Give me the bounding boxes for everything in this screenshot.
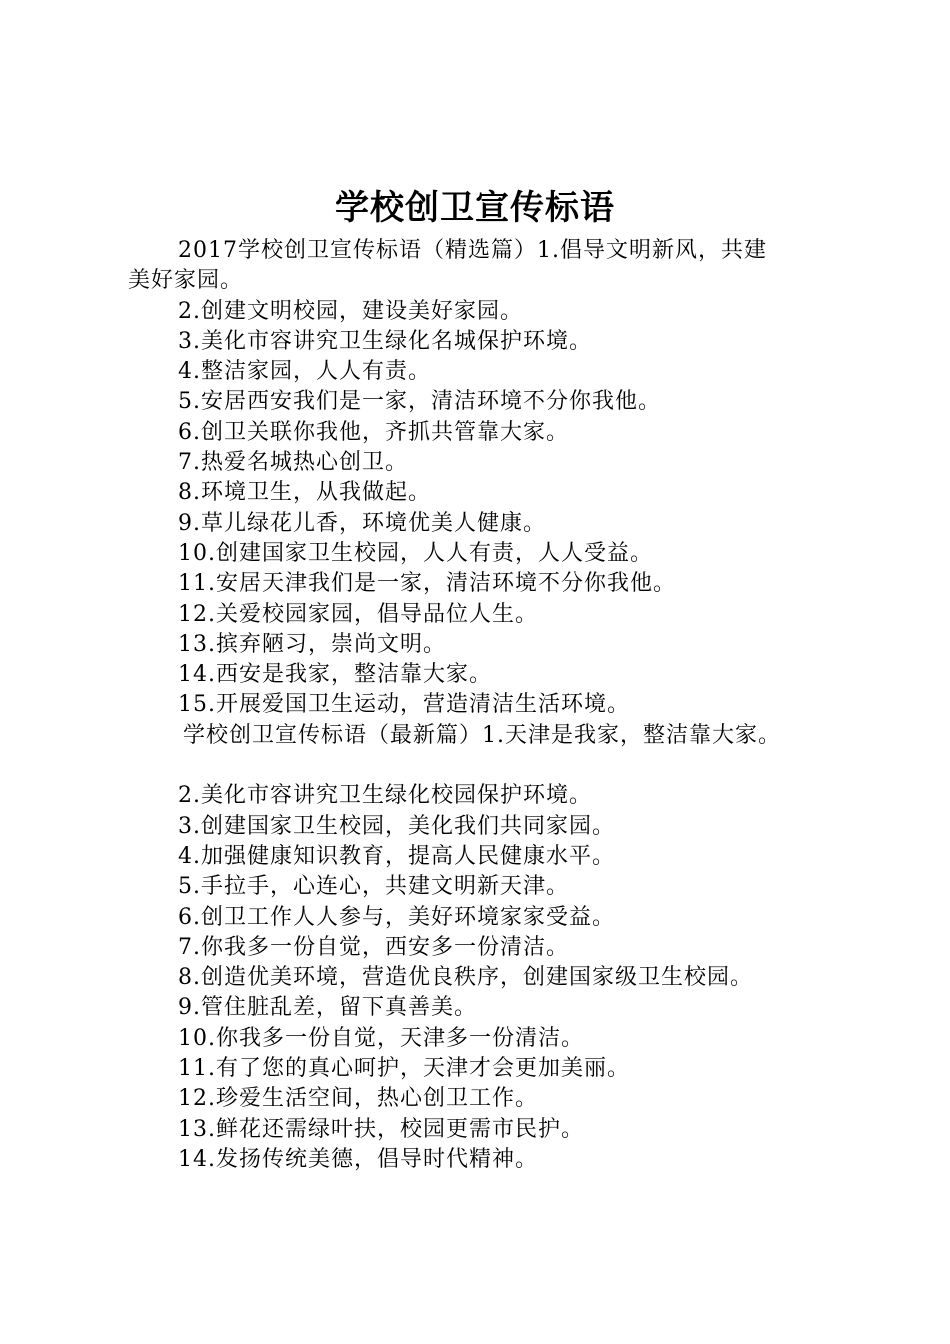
slogan-item: 2.美化市容讲究卫生绿化校园保护环境。	[178, 783, 592, 809]
document-body	[128, 236, 848, 1175]
slogan-item: 13.鲜花还需绿叶扶，校园更需市民护。	[178, 1116, 584, 1142]
slogan-item: 4.加强健康知识教育，提高人民健康水平。	[178, 843, 615, 869]
slogan-item: 5.手拉手，心连心，共建文明新天津。	[178, 874, 569, 900]
slogan-item: 2.创建文明校园，建设美好家园。	[178, 298, 523, 324]
slogan-item: 3.美化市容讲究卫生绿化名城保护环境。	[178, 328, 592, 354]
slogan-item: 14.西安是我家，整洁靠大家。	[178, 662, 492, 688]
blank-line	[128, 751, 848, 781]
slogan-item: 13.摈弃陋习，崇尚文明。	[178, 631, 446, 657]
document-title: 学校创卫宣传标语	[335, 188, 615, 228]
slogan-item: 6.创卫关联你我他，齐抓共管靠大家。	[178, 419, 569, 445]
slogan-item: 15.开展爱国卫生运动，营造清洁生活环境。	[178, 692, 630, 718]
slogan-item: 10.创建国家卫生校园，人人有责，人人受益。	[178, 540, 653, 566]
slogan-item: 7.热爱名城热心创卫。	[178, 450, 408, 476]
slogan-item: 10.你我多一份自觉，天津多一份清洁。	[178, 1025, 584, 1051]
slogan-item: 11.有了您的真心呵护，天津才会更加美丽。	[178, 1056, 630, 1082]
section-2-heading: 学校创卫宣传标语（最新篇）1.天津是我家，整洁靠大家。	[183, 722, 781, 748]
intro-line-1: 2017学校创卫宣传标语（精选篇）1.倡导文明新风，共建	[178, 238, 767, 263]
slogan-item: 6.创卫工作人人参与，美好环境家家受益。	[178, 904, 615, 930]
slogan-item: 11.安居天津我们是一家，清洁环境不分你我他。	[178, 571, 676, 597]
slogan-item: 14.发扬传统美德，倡导时代精神。	[178, 1146, 538, 1172]
slogan-item: 12.关爱校园家园，倡导品位人生。	[178, 601, 538, 627]
intro-line-2: 美好家园。	[128, 268, 244, 294]
slogan-item: 3.创建国家卫生校园，美化我们共同家园。	[178, 813, 615, 839]
slogan-item: 9.管住脏乱差，留下真善美。	[178, 995, 477, 1021]
slogan-item: 7.你我多一份自觉，西安多一份清洁。	[178, 934, 569, 960]
slogan-item: 8.环境卫生，从我做起。	[178, 480, 431, 506]
slogan-item: 5.安居西安我们是一家，清洁环境不分你我他。	[178, 389, 661, 415]
slogan-item: 4.整洁家园，人人有责。	[178, 359, 431, 385]
slogan-item: 12.珍爱生活空间，热心创卫工作。	[178, 1086, 538, 1112]
slogan-item: 9.草儿绿花儿香，环境优美人健康。	[178, 510, 546, 536]
slogan-item: 8.创造优美环境，营造优良秩序，创建国家级卫生校园。	[178, 965, 753, 991]
